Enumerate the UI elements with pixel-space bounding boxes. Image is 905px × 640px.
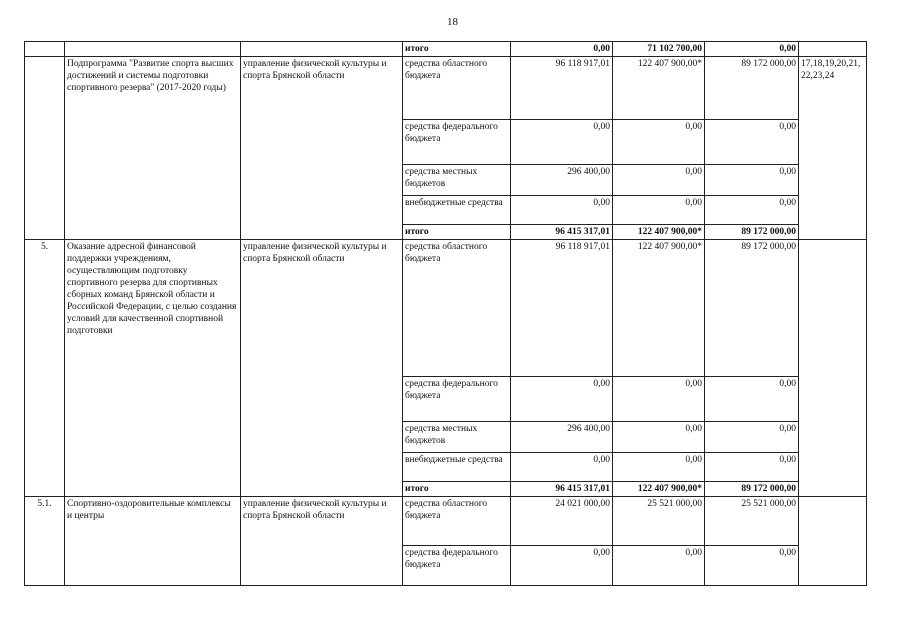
source-cell: средства местных бюджетов xyxy=(403,165,511,196)
value-cell: 96 118 917,01 xyxy=(511,57,613,120)
value-cell: 0,00 xyxy=(511,377,613,422)
value-cell: 0,00 xyxy=(705,453,799,482)
refs-cell xyxy=(799,497,867,586)
table-row xyxy=(25,57,867,120)
value-cell: 0,00 xyxy=(705,165,799,196)
budget-table xyxy=(24,41,867,586)
value-cell: 96 118 917,01 xyxy=(511,240,613,377)
value-cell: 122 407 900,00* xyxy=(613,225,705,240)
value-cell: 24 021 000,00 xyxy=(511,497,613,546)
source-cell: средства федерального бюджета xyxy=(403,120,511,165)
value-cell: 0,00 xyxy=(613,120,705,165)
source-cell: итого xyxy=(403,42,511,57)
executor-cell: управление физической культуры и спорта Брянской области xyxy=(241,240,403,497)
value-cell: 89 172 000,00 xyxy=(705,482,799,497)
value-cell: 0,00 xyxy=(613,453,705,482)
value-cell: 0,00 xyxy=(705,377,799,422)
source-cell: внебюджетные средства xyxy=(403,453,511,482)
value-cell: 25 521 000,00 xyxy=(705,497,799,546)
refs-cell xyxy=(799,42,867,57)
executor-cell xyxy=(241,42,403,57)
value-cell: 25 521 000,00 xyxy=(613,497,705,546)
source-cell: средства областного бюджета xyxy=(403,240,511,377)
value-cell: 96 415 317,01 xyxy=(511,225,613,240)
table-row xyxy=(25,240,867,377)
value-cell: 0,00 xyxy=(613,196,705,225)
table-row xyxy=(25,497,867,546)
value-cell: 0,00 xyxy=(705,120,799,165)
number-cell: 5. xyxy=(25,240,65,497)
value-cell: 0,00 xyxy=(705,196,799,225)
refs-cell: 17,18,19,20,21, 22,23,24 xyxy=(799,57,867,240)
value-cell: 122 407 900,00* xyxy=(613,240,705,377)
value-cell: 0,00 xyxy=(705,546,799,586)
value-cell: 96 415 317,01 xyxy=(511,482,613,497)
value-cell: 122 407 900,00* xyxy=(613,482,705,497)
source-cell: средства областного бюджета xyxy=(403,497,511,546)
number-cell xyxy=(25,57,65,240)
table-row xyxy=(25,42,867,57)
number-cell xyxy=(25,42,65,57)
item-name-cell: Оказание адресной финансовой поддержки учреждениям, осуществляющим подготовку спортивного резерва для спортивных сборных команд Брянской области и Российской Федерации, с целью создания условий для качественной спортивной подготовки xyxy=(65,240,241,497)
value-cell: 122 407 900,00* xyxy=(613,57,705,120)
refs-cell xyxy=(799,240,867,497)
value-cell: 0,00 xyxy=(705,42,799,57)
source-cell: средства федерального бюджета xyxy=(403,546,511,586)
page-number: 18 xyxy=(447,16,458,28)
value-cell: 0,00 xyxy=(511,120,613,165)
value-cell: 71 102 700,00 xyxy=(613,42,705,57)
source-cell: итого xyxy=(403,482,511,497)
source-cell: средства областного бюджета xyxy=(403,57,511,120)
value-cell: 0,00 xyxy=(613,165,705,196)
value-cell: 0,00 xyxy=(613,546,705,586)
source-cell: внебюджетные средства xyxy=(403,196,511,225)
value-cell: 296 400,00 xyxy=(511,165,613,196)
subprogram-name-cell: Подпрограмма "Развитие спорта высших достижений и системы подготовки спортивного резерва" (2017-2020 годы) xyxy=(65,57,241,240)
value-cell: 0,00 xyxy=(511,196,613,225)
value-cell: 89 172 000,00 xyxy=(705,240,799,377)
source-cell: итого xyxy=(403,225,511,240)
source-cell: средства федерального бюджета xyxy=(403,377,511,422)
value-cell: 0,00 xyxy=(511,546,613,586)
value-cell: 0,00 xyxy=(705,422,799,453)
value-cell: 0,00 xyxy=(511,453,613,482)
source-cell: средства местных бюджетов xyxy=(403,422,511,453)
executor-cell: управление физической культуры и спорта Брянской области xyxy=(241,497,403,586)
name-cell xyxy=(65,42,241,57)
number-cell: 5.1. xyxy=(25,497,65,586)
value-cell: 296 400,00 xyxy=(511,422,613,453)
value-cell: 89 172 000,00 xyxy=(705,57,799,120)
value-cell: 89 172 000,00 xyxy=(705,225,799,240)
value-cell: 0,00 xyxy=(511,42,613,57)
executor-cell: управление физической культуры и спорта Брянской области xyxy=(241,57,403,240)
item-name-cell: Спортивно-оздоровительные комплексы и центры xyxy=(65,497,241,586)
value-cell: 0,00 xyxy=(613,422,705,453)
value-cell: 0,00 xyxy=(613,377,705,422)
